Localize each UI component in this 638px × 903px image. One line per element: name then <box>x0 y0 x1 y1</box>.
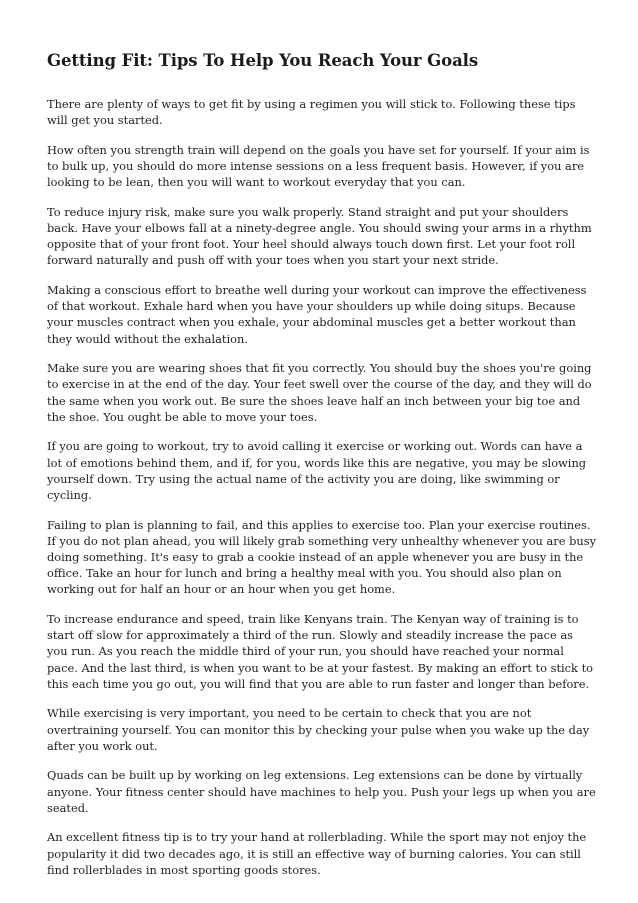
paragraph-overtraining: While exercising is very important, you need to be certain to check that you are not overtraining yourself. You can monitor this by checking your pulse when you wake up the day after you work out. <box>47 706 590 753</box>
paragraph-kenyan-training: To increase endurance and speed, train like Kenyans train. The Kenyan way of training is to start off slow for approximately a third of the run. Slowly and steadily increase the pace as you run. As you reach the middle third of your run, you should have reached your normal pace. And the last third, is when you want to be at your fastest. By making an effort to stick to this each time you go out, you will find that you are able to run faster and longer than before. <box>47 612 594 691</box>
paragraph-rollerblading: An excellent fitness tip is to try your hand at rollerblading. While the sport may not enjoy the popularity it did two decades ago, it is still an effective way of burning calories. You can still find rollerblades in most sporting goods stores. <box>47 830 587 877</box>
paragraph-strength-training: How often you strength train will depend on the goals you have set for yourself. If your aim is to bulk up, you should do more intense sessions on a less frequent basis. However, if you are looking to be lean, then you will want to workout everyday that you can. <box>47 142 590 190</box>
document-page <box>47 50 597 891</box>
paragraph-naming: If you are going to workout, try to avoid calling it exercise or working out. Words can have a lot of emotions behind them, and if, for you, words like this are negative, you may be slowing yourself down. Try using the actual name of the activity you are doing, like swimming or cycling. <box>47 439 587 503</box>
paragraph-walking: To reduce injury risk, make sure you walk properly. Stand straight and put your shoulders back. Have your elbows fall at a ninety-degree angle. You should swing your arms in a rhythm opposite that of your front foot. Your heel should always touch down first. Let your foot roll forward naturally and push off with your toes when you start your next stride. <box>47 204 592 268</box>
paragraph-shoes: Make sure you are wearing shoes that fit you correctly. You should buy the shoes you're going to exercise in at the end of the day. Your feet swell over the course of the day, and they will do the same when you work out. Be sure the shoes leave half an inch between your big toe and the shoe. You ought be able to move your toes. <box>47 361 592 424</box>
document-title: Getting Fit: Tips To Help You Reach Your Goals <box>47 51 479 70</box>
paragraph-planning: Failing to plan is planning to fail, and this applies to exercise too. Plan your exercise routines. If you do not plan ahead, you will likely grab something very unhealthy whenever you are busy doing something. It's easy to grab a cookie instead of an apple whenever you are busy in the office. Take an hour for lunch and bring a healthy meal with you. You should also plan on working out for half an hour or an hour when you get home. <box>47 517 597 597</box>
paragraph-quads: Quads can be built up by working on leg extensions. Leg extensions can be done by virtually anyone. Your fitness center should have machines to help you. Push your legs up when you are seated. <box>47 768 596 815</box>
paragraph-intro: There are plenty of ways to get fit by using a regimen you will stick to. Following these tips will get you started. <box>47 97 576 128</box>
paragraph-breathing: Making a conscious effort to breathe well during your workout can improve the effectiveness of that workout. Exhale hard when you have your shoulders up while doing situps. Because your muscles contract when you exhale, your abdominal muscles get a better workout than they would without the exhalation. <box>47 283 587 346</box>
